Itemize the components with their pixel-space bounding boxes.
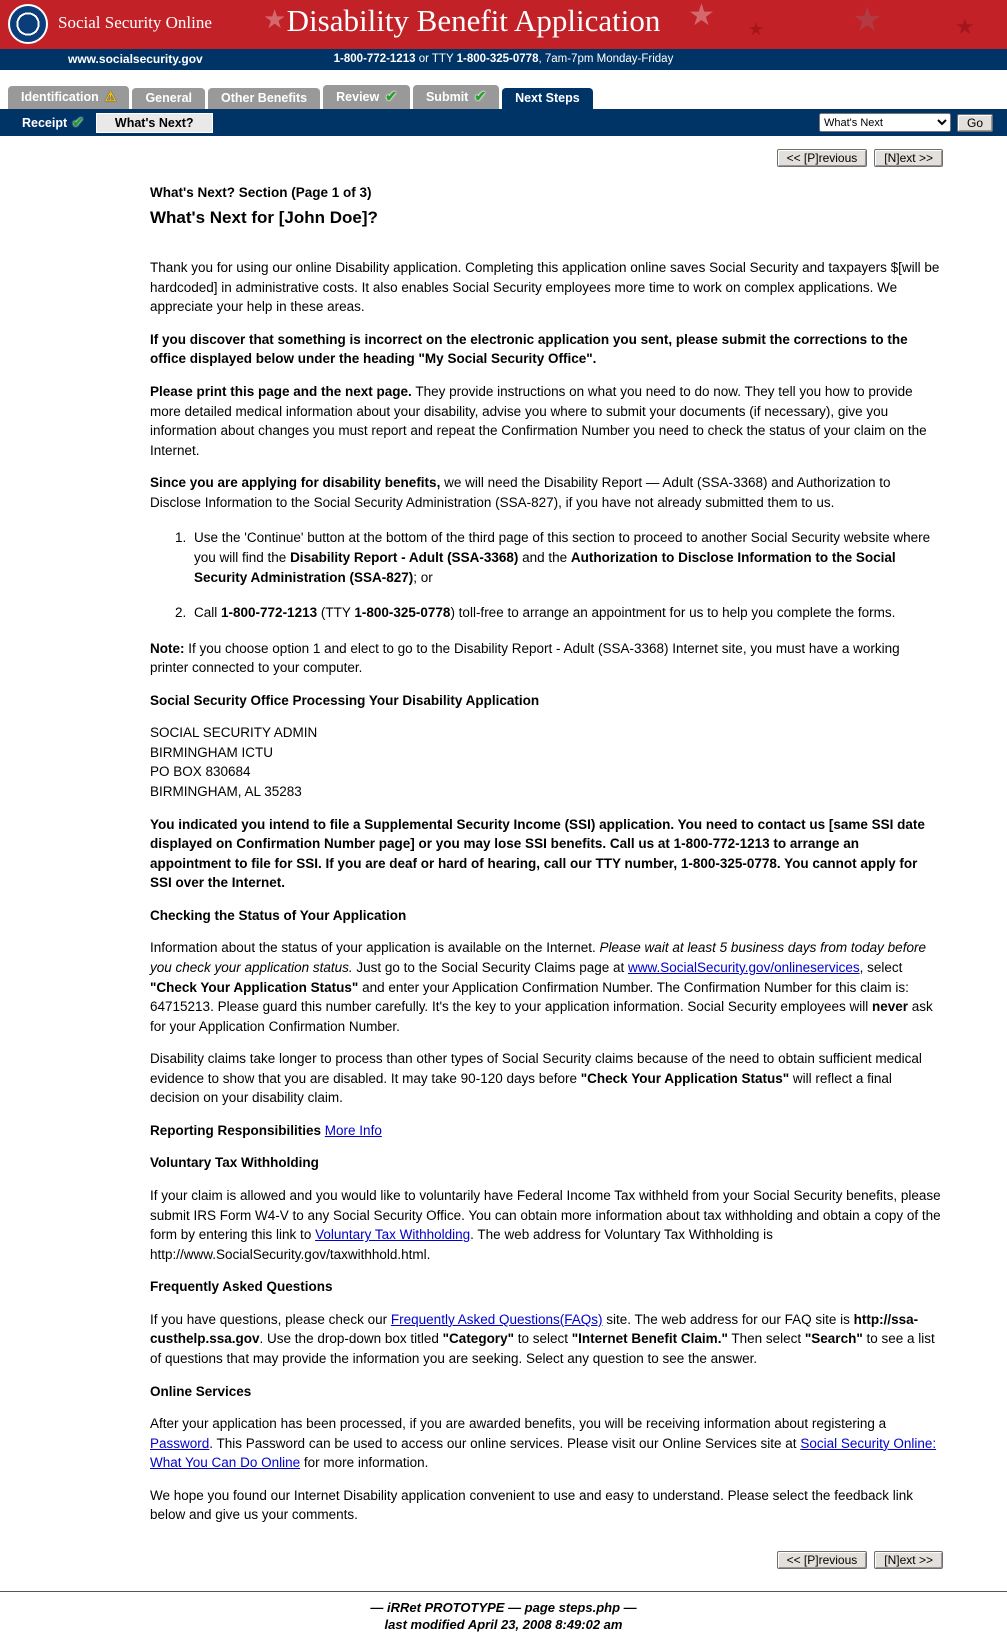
paragraph-print [150, 382, 941, 460]
text: If your claim is allowed and you would like to voluntarily have Federal Income Tax withheld from your Social Security benefits, please submit IRS Form W4-V to any Social Security Office. You can obtain more information about tax withholding and obtain a copy of the form by entering this link to [150, 1188, 941, 1243]
site-name: Social Security Online [58, 13, 212, 32]
text: ) toll-free to arrange an appointment for us to help you complete the forms. [450, 605, 896, 621]
text: If you choose option 1 and elect to go to the Disability Report - Adult (SSA-3368) Internet site, you must have a working printer connected to your computer. [150, 640, 900, 676]
go-button[interactable]: Go [957, 114, 993, 132]
paragraph-thanks [150, 258, 941, 317]
check-icon: ✔ [385, 88, 397, 104]
tab-label: Identification [21, 90, 99, 104]
text: for more information. [300, 1455, 429, 1471]
text: Then select [727, 1331, 805, 1347]
ssi-warning: You indicated you intend to file a Supplemental Security Income (SSI) application. You need to contact us [same SSI date displayed on Confirmation Number page] or you may lose SSI benefits. Call us at 1-800-772-1213 to arrange an appointment to file for SSI. If you are deaf or hard of hearing, call our TTY number, 1-800-325-0778. You cannot apply for SSI over the Internet. [150, 816, 925, 891]
online-services-heading: Online Services [150, 1383, 252, 1399]
star-icon: ★ [688, 0, 715, 32]
phone-number: 1-800-772-1213 [221, 605, 318, 621]
list-item-call [190, 603, 941, 623]
paragraph-status [150, 938, 941, 1036]
text: (TTY [317, 605, 355, 621]
next-button[interactable]: [N]ext >> [874, 1551, 943, 1569]
tab-other-benefits[interactable] [208, 88, 320, 109]
check-icon: ✔ [474, 88, 487, 104]
tax-withholding-link[interactable]: Voluntary Tax Withholding [315, 1227, 471, 1243]
receipt-link[interactable] [22, 114, 84, 131]
paragraph-since [150, 473, 941, 512]
section-jump [819, 113, 993, 132]
text: They provide instructions on what you need to do now. They tell you how to provide more detailed medical information about your disability, advise you where to submit your documents (if necessary), give you information about changes you must report and repeat the Confirmation Number you need to check the status of your claim on the Internet. [150, 384, 927, 458]
password-link[interactable]: Password [150, 1435, 210, 1451]
online-services-link[interactable]: www.SocialSecurity.gov/onlineservices [628, 959, 860, 975]
main-tabs [0, 70, 1007, 109]
paragraph-corrections: If you discover that something is incorrect on the electronic application you sent, please submit the corrections to the office displayed below under the heading "My Social Security Office". [150, 331, 908, 367]
list-item-continue [190, 528, 941, 587]
tab-next-steps[interactable] [502, 88, 593, 109]
previous-button[interactable]: << [P]revious [777, 1551, 868, 1569]
tab-submit[interactable] [413, 85, 499, 109]
paragraph-tax [150, 1186, 941, 1264]
star-icon: ★ [748, 19, 765, 39]
text: Call [194, 605, 222, 621]
header-banner [0, 0, 1007, 49]
what-you-can-do-link[interactable]: Social Security Online: What You Can Do Online [150, 1435, 937, 1471]
gov-url-link[interactable]: www.socialsecurity.gov [68, 52, 203, 66]
text: http://ssa-custhelp.ssa.gov [150, 1311, 919, 1347]
text: Just go to the Social Security Claims page at [352, 959, 629, 975]
text: "Search" [804, 1331, 863, 1347]
text: Please print this page and the next page. [150, 384, 412, 400]
text: "Internet Benefit Claim." [571, 1331, 728, 1347]
text: Authorization to Disclose Information to the Social Security Administration (SSA-827) [194, 549, 896, 585]
tax-heading: Voluntary Tax Withholding [150, 1155, 319, 1171]
star-icon: ★ [852, 1, 883, 39]
text: never [871, 999, 908, 1015]
text: Information about the status of your application is available on the Internet. [150, 940, 600, 956]
confirmation-number: 64715213 [150, 999, 211, 1015]
text: Disability claims take longer to process than other types of Social Security claims because of the need to obtain sufficient medical evidence to show that you are disabled. It may take 90-120 days before [150, 1051, 922, 1086]
text: and the [518, 549, 571, 565]
options-list [150, 528, 941, 622]
whats-next-button[interactable]: What's Next? [96, 113, 213, 133]
text: ask for your Application Confirmation Number. [150, 999, 933, 1034]
faq-link[interactable]: Frequently Asked Questions(FAQs) [390, 1311, 603, 1327]
address-line: BIRMINGHAM, AL 35283 [150, 784, 302, 800]
text: "Category" [442, 1331, 514, 1347]
address-line: SOCIAL SECURITY ADMIN [150, 725, 318, 741]
paragraph-note [150, 639, 941, 678]
star-icon: ★ [263, 4, 287, 34]
paragraph-hope [150, 1486, 941, 1525]
paragraph-faq [150, 1310, 941, 1369]
text: , select [859, 959, 903, 975]
receipt-label: Receipt [22, 115, 68, 130]
status-heading: Checking the Status of Your Application [150, 907, 407, 923]
text: or TTY [415, 53, 457, 65]
header-infobar [0, 49, 1007, 70]
reporting-label: Reporting Responsibilities [150, 1122, 322, 1138]
subnav-bar [0, 109, 1007, 136]
footer-prototype-line: — iRRet PROTOTYPE — page steps.php — [370, 1599, 637, 1615]
page-body [150, 183, 941, 1525]
jump-select[interactable] [819, 113, 951, 132]
text: Disability Report - Adult (SSA-3368) [290, 549, 519, 565]
tab-label: Review [336, 89, 380, 104]
warning-icon: ⚠ [104, 89, 117, 104]
section-title: What's Next? Section (Page 1 of 3) [150, 185, 372, 200]
next-button[interactable]: [N]ext >> [874, 149, 943, 167]
text: "Check Your Application Status" [580, 1070, 790, 1086]
text: to see a list of questions that may provide the information you are seeking. Select any question to see the answer. [150, 1331, 935, 1366]
main-content [0, 149, 1007, 1569]
text: site. The web address for our FAQ site is [602, 1311, 854, 1327]
tty-number: 1-800-325-0778 [354, 605, 451, 621]
tab-label: Next Steps [515, 91, 580, 105]
text: , 7am-7pm Monday-Friday [538, 53, 674, 65]
tab-review[interactable] [323, 85, 410, 109]
more-info-link[interactable]: More Info [324, 1122, 382, 1138]
tab-label: General [145, 91, 192, 105]
tty-number: 1-800-325-0778 [456, 53, 539, 65]
text: we will need the Disability Report — Adult (SSA-3368) and Authorization to Disclose Information to the Social Security Administration (SSA-827), if you have not already submitted them to us. [150, 475, 891, 510]
pagination-bottom [0, 1551, 943, 1569]
page-heading: What's Next for [John Doe]? [150, 207, 378, 227]
app-title: Disability Benefit Application [286, 3, 661, 38]
tab-general[interactable] [132, 88, 205, 109]
text: Since you are applying for disability benefits, [150, 475, 441, 491]
phone-number: 1-800-772-1213 [333, 53, 416, 65]
faq-heading: Frequently Asked Questions [150, 1279, 333, 1295]
text: After your application has been processed, if you are awarded benefits, you will be receiving information about registering a [150, 1416, 887, 1432]
text: If you have questions, please check our [150, 1311, 391, 1327]
office-heading: Social Security Office Processing Your Disability Application [150, 692, 540, 708]
text: Thank you for using our online Disability application. Completing this application online saves Social Security and taxpayers $[will be hardcoded] in administrative costs. It also enables Social Security employees more time to work on complex applications. We appreciate your help in these areas. [150, 260, 940, 315]
page-footer [0, 1591, 1007, 1652]
tab-label: Submit [425, 89, 469, 104]
text: will reflect a final decision on your disability claim. [150, 1070, 892, 1106]
text: Use the 'Continue' button at the bottom of the third page of this section to proceed to another Social Security website where you will find the [194, 530, 931, 565]
previous-button[interactable]: << [P]revious [777, 149, 868, 167]
text: Please wait at least 5 business days from today before you check your application status. [150, 940, 926, 975]
footer-modified-line: last modified April 23, 2008 8:49:02 am [384, 1616, 623, 1632]
text: ; or [413, 569, 433, 585]
text: . Use the drop-down box titled [259, 1331, 443, 1347]
paragraph-claims [150, 1049, 941, 1108]
text: . This Password can be used to access our online services. Please visit our Online Services site at [209, 1435, 801, 1451]
check-icon: ✔ [72, 114, 84, 130]
text: to select [513, 1331, 572, 1347]
text: We hope you found our Internet Disability application convenient to use and easy to understand. Please select the feedback link below and give us your comments. [150, 1487, 913, 1523]
text: "Check Your Application Status" [150, 979, 359, 995]
app-header [0, 0, 1007, 70]
paragraph-online [150, 1414, 941, 1473]
tab-identification[interactable] [8, 86, 129, 109]
address-line: BIRMINGHAM ICTU [150, 744, 273, 760]
text: Note: [150, 640, 185, 656]
office-address [150, 723, 941, 801]
text: . Please guard this number carefully. It's the key to your application information. Social Security employees will [210, 999, 872, 1015]
tab-label: Other Benefits [221, 91, 308, 105]
address-line: PO BOX 830684 [150, 764, 251, 780]
text: and enter your Application Confirmation Number. The Confirmation Number for this claim is: [358, 979, 909, 995]
text: . The web address for Voluntary Tax Withholding is http://www.SocialSecurity.gov/taxwithhold.html. [150, 1227, 773, 1262]
star-icon: ★ [955, 14, 975, 39]
paragraph-reporting [150, 1121, 941, 1141]
phone-info [0, 53, 1007, 65]
pagination-top [0, 149, 943, 167]
